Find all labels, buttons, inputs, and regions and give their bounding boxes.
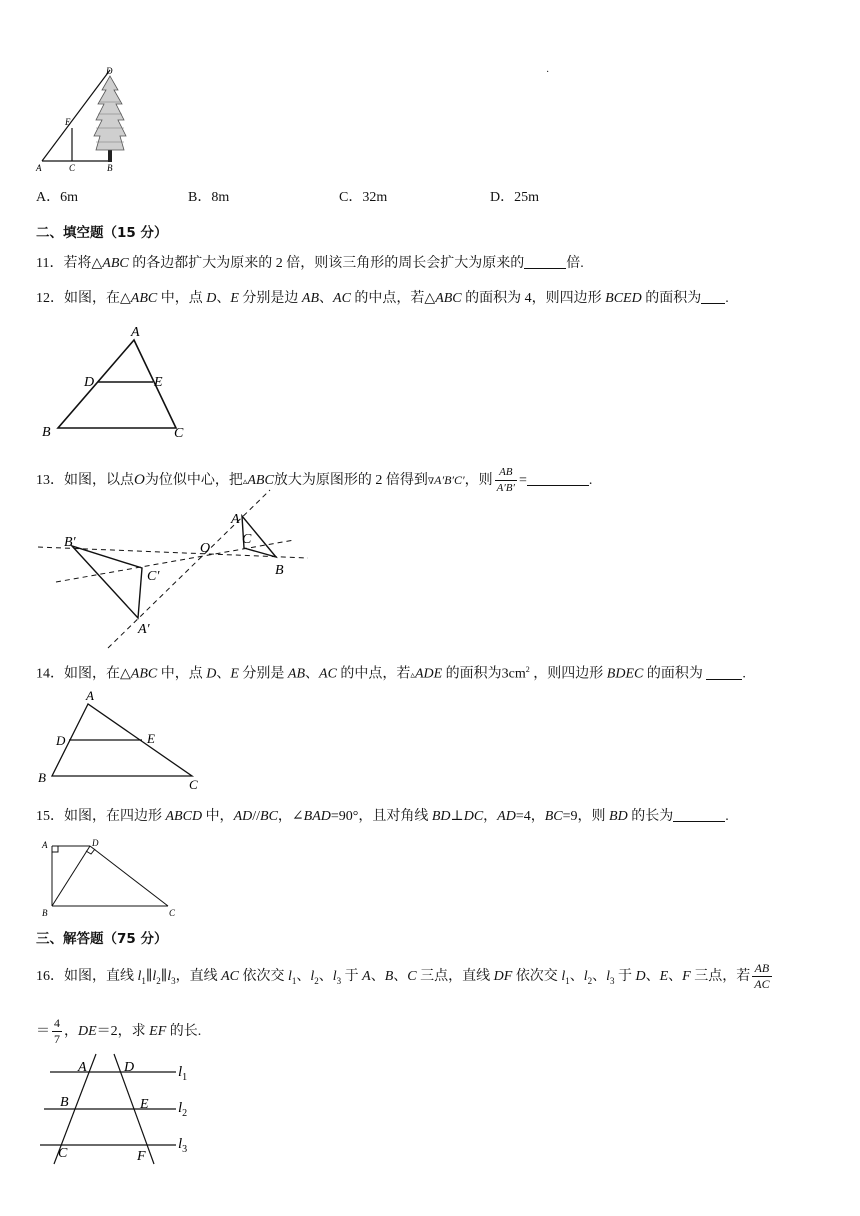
label-c: C <box>69 163 76 173</box>
label-e: E <box>140 1097 149 1112</box>
label-a: A <box>86 688 94 703</box>
label-b-prime: B′ <box>64 535 76 550</box>
fraction-4-over-7: $\frac{4}{7}$ <box>54 1016 60 1047</box>
label-c-prime: C′ <box>147 569 160 584</box>
answer-blank <box>527 471 589 486</box>
label-d: D <box>106 66 113 76</box>
parallel-lines-figure-16 <box>36 1050 206 1170</box>
question-13: 13．如图，以点O为位似中心，把▵ABC放大为原图形的 2 倍得到∇A′B′C′，则 $\frac{AB}{A'B'}$ = . <box>36 466 593 495</box>
tree-icon <box>94 76 126 162</box>
label-b: B <box>42 908 48 918</box>
label-l2: $l_2$ <box>178 1100 188 1119</box>
label-c: C <box>174 426 184 441</box>
answer-blank <box>673 807 725 822</box>
label-d: D <box>56 733 66 748</box>
label-e: E <box>154 375 163 390</box>
label-e: E <box>147 731 155 746</box>
label-f: F <box>137 1149 146 1164</box>
label-a: A <box>42 840 48 850</box>
label-l3: $l_3$ <box>178 1136 188 1155</box>
fraction-ab-over-ac: $\frac{AB}{AC}$ <box>754 961 770 992</box>
label-a-prime: A′ <box>138 622 150 637</box>
label-d: D <box>84 375 95 390</box>
tree-figure <box>36 62 126 177</box>
label-a: A <box>231 512 240 527</box>
label-c: C <box>189 777 198 792</box>
triangle-figure-12 <box>36 322 196 442</box>
question-15: 15．如图，在四边形 ABCD 中，AD//BC，∠BAD=90°，且对角线 BD⊥DC，AD=4，BC=9，则 BD 的长为 . <box>36 809 729 824</box>
label-a: A <box>78 1060 87 1075</box>
question-11: 11．若将△ABC 的各边都扩大为原来的 2 倍，则该三角形的周长会扩大为原来的 倍. <box>36 256 584 271</box>
answer-blank <box>524 254 566 269</box>
label-o: O <box>200 541 211 556</box>
label-c: C <box>58 1146 68 1161</box>
label-a: A <box>131 325 140 340</box>
triangle-figure-14 <box>36 688 206 793</box>
question-16-line-1: 16．如图，直线 $l_1\parallel l_2\parallel l_3$，直线 AC 依次交 $l_1$、$l_2$、$l_3$ 于 A、B、C 三点，直线 DF 依次交 $l_1$、$l_2$、$l_3$ 于 D、E、F 三点，若 $\frac{AB}{AC}$ <box>36 961 770 992</box>
fraction-ab-over-a1b1: $\frac{AB}{A'B'}$ <box>496 466 515 495</box>
option-d: D．25m <box>490 190 539 205</box>
label-e: E <box>65 117 71 127</box>
label-c: C <box>242 532 252 547</box>
answer-blank <box>701 289 725 304</box>
label-c: C <box>169 908 176 918</box>
label-b: B <box>60 1095 69 1110</box>
label-d: D <box>92 838 99 848</box>
option-a: A．6m <box>36 190 78 205</box>
label-d: D <box>124 1060 135 1075</box>
question-12: 12．如图，在△ABC 中，点 D、E 分别是边 AB、AC 的中点，若△ABC 的面积为 4，则四边形 BCED 的面积为 . <box>36 291 729 306</box>
option-c: C．32m <box>339 190 388 205</box>
question-14: 14．如图，在△ABC 中，点 D、E 分别是 AB、AC 的中点，若▵ADE 的面积为$3cm^2$ ，则四边形 BDEC 的面积为 . <box>36 665 746 682</box>
question-16-line-2: ＝ $\frac{4}{7}$ ，DE＝2，求 EF 的长. <box>36 1016 202 1047</box>
label-b: B <box>42 425 51 440</box>
homothety-figure-13 <box>36 490 316 655</box>
label-b: B <box>275 563 284 578</box>
option-b: B．8m <box>188 190 230 205</box>
label-b: B <box>107 163 113 173</box>
stray-dot: · <box>546 67 550 78</box>
label-l1: $l_1$ <box>178 1064 188 1083</box>
label-a: A <box>36 163 42 173</box>
quadrilateral-figure-15 <box>36 836 186 918</box>
section-fill-blank-heading: 二、填空题（15 分） <box>36 225 168 241</box>
label-b: B <box>38 770 46 785</box>
section-answer-heading: 三、解答题（75 分） <box>36 931 168 947</box>
answer-blank <box>706 665 742 680</box>
